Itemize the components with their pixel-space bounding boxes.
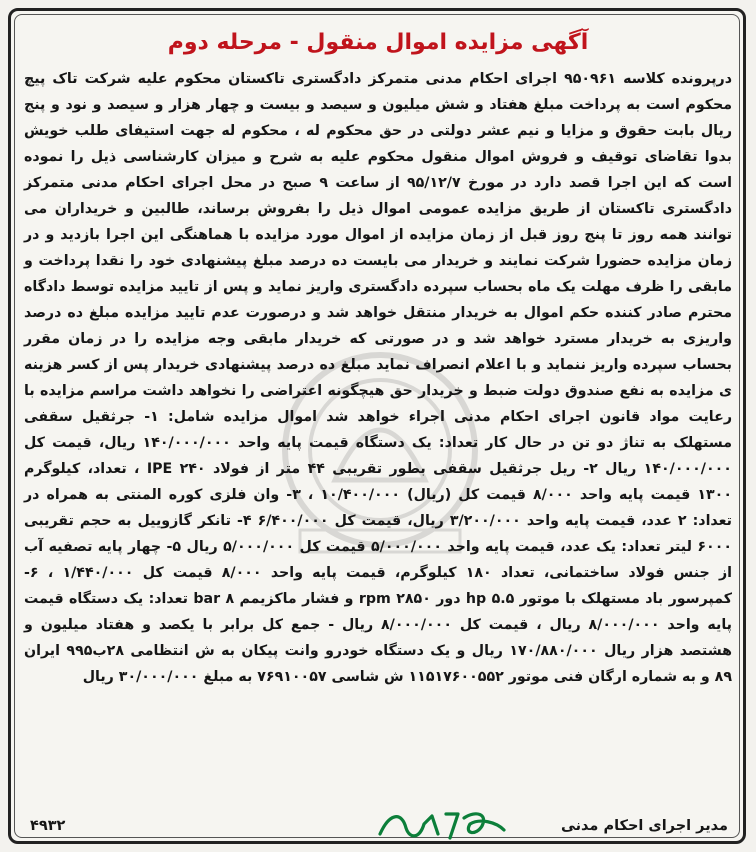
- ad-code-number: ۴۹۳۲: [30, 818, 66, 834]
- ad-footer: [24, 808, 732, 838]
- ad-title: آگهی مزایده اموال منقول - مرحله دوم: [167, 30, 589, 55]
- ad-body-text: درپرونده کلاسه ۹۵۰۹۶۱ اجرای احکام مدنی متمرکز دادگستری تاکستان محکوم علیه شرکت تاک پیچ محکوم است به پرداخت مبلغ هفتاد و شش میلیون و سیصد و بیست و چهار هزار و سیصد و نود و پنج ریال بابت حقوق و مزایا و نیم عشر دولتی در حق محکوم له ، محکوم له جهت استیفای طلب خویش بدوا تقاضای توقیف و فروش اموال منقول محکوم علیه به شرح و میزان کارشناسی ذیل را نموده است که این اجرا قصد دارد در مورخ ۹۵/۱۲/۷ از ساعت ۹ صبح در محل اجرای احکام مدنی متمرکز دادگستری تاکستان از طریق مزایده عمومی اموال ذیل را بفروش برساند، طالبین و خریداران می توانند همه روز تا پنج روز قبل از زمان مزایده از اموال مورد مزایده با هماهنگی این اجرا بازدید و در زمان مزایده حضورا شرکت نمایند و خریدار می بایست ده درصد مبلغ پیشنهادی خود را نقدا پرداخت و مابقی را ظرف مهلت یک ماه بحساب سپرده دادگستری واریز نماید و پس از تایید مزایده توسط دادگاه محترم صادر کننده حکم اموال به خریدار منتقل خواهد شد و درصورت عدم تایید مزایده مبلغ ده درصد واریزی به خریدار مسترد خواهد شد و در صورتی که خریدار مابقی وجه مزایده را در زمان مقرر بحساب سپرده واریز ننماید و با اعلام انصراف نماید مبلغ ده درصد پیشنهادی خریدار پس از کسر هزینه ی مزایده به نفع صندوق دولت ضبط و خریدار حق هیچگونه اعتراضی را نخواهد داشت مراسم مزایده با رعایت مواد قانون اجرای احکام مدنی اجراء خواهد شد اموال مزایده شامل: ۱- جرثقیل سقفی مستهلک به تناژ دو تن در حال کار تعداد: یک دستگاه قیمت پایه واحد ۱۴۰/۰۰۰/۰۰۰ ریال، قیمت کل ۱۴۰/۰۰۰/۰۰۰ ریال ۲- ریل جرثقیل سقفی بطور تقریبی ۴۴ متر از فولاد IPE ۲۴۰ ، تعداد، کیلوگرم ۱۳۰۰ قیمت پایه واحد ۸/۰۰۰ قیمت کل (ریال) ۱۰/۴۰۰/۰۰۰ ، ۳- وان فلزی کوره المنتی به همراه در تعداد: ۲ عدد، قیمت پایه واحد ۳/۲۰۰/۰۰۰ ریال، قیمت کل ۶/۴۰۰/۰۰۰ ۴- تانکر گازوییل به حجم تقریبی ۶۰۰۰ لیتر تعداد: یک عدد، قیمت پایه واحد ۵/۰۰۰/۰۰۰ قیمت کل ۵/۰۰۰/۰۰۰ ریال ۵- چهار پایه تصفیه آب از جنس فولاد ساختمانی، تعداد ۱۸۰ کیلوگرم، قیمت پایه واحد ۸/۰۰۰ قیمت کل ۱/۴۴۰/۰۰۰ ، ۶- کمپرسور باد مستهلک با موتور ۵.۵ hp دور ۲۸۵۰ rpm و فشار ماکزیمم ۸ bar تعداد: یک دستگاه قیمت پایه واحد ۸/۰۰۰/۰۰۰ ریال ، قیمت کل ۸/۰۰۰/۰۰۰ ریال - جمع کل برابر با یکصد و هفتاد میلیون و هشتصد هزار ریال ۱۷۰/۸۸۰/۰۰۰ ریال و یک دستگاه خودرو وانت پیکان به ش انتظامی ۲۸ب۹۹۵ ایران ۸۹ و به شماره ارگان فنی موتور ۱۱۵۱۷۶۰۰۵۵۲ ش شاسی ۷۶۹۱۰۰۵۷ به مبلغ ۳۰/۰۰۰/۰۰۰ ریال: [24, 71, 733, 685]
- signer-title: مدیر اجرای احکام مدنی: [560, 818, 728, 834]
- handwritten-signature-icon: [372, 804, 512, 844]
